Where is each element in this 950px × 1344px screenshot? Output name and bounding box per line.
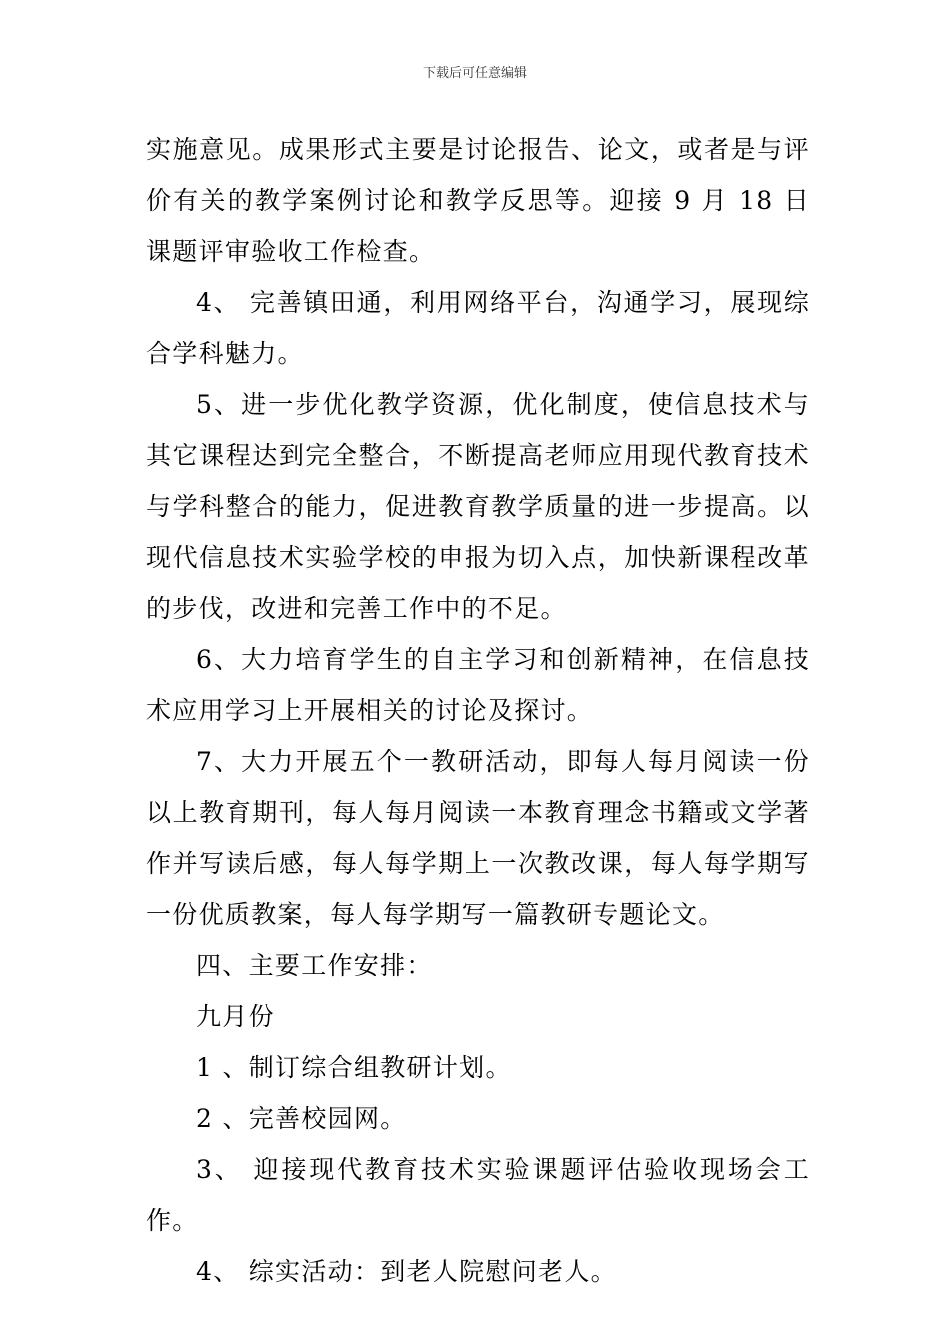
paragraph-implementation-opinion: 实施意见。成果形式主要是讨论报告、论文，或者是与评价有关的教学案例讨论和教学反思等。迎接 9 月 18 日课题评审验收工作检查。 — [146, 135, 810, 266]
section-heading-work-arrangement: 四、主要工作安排： — [196, 951, 433, 980]
page-header: 下载后可任意编辑 — [422, 66, 527, 81]
month-heading-september: 九月份 — [196, 1002, 275, 1031]
september-item-4: 4、 综实活动：到老人院慰问老人。 — [196, 1257, 617, 1286]
september-item-3: 3、 迎接现代教育技术实验课题评估验收现场会工作。 — [146, 1155, 810, 1235]
paragraph-item-5-resources: 5、进一步优化教学资源，优化制度，使信息技术与其它课程达到完全整合，不断提高老师应用现代教育技术与学科整合的能力，促进教育教学质量的进一步提高。以现代信息技术实验学校的申报为切入点，加快新课程改革的步伐，改进和完善工作中的不足。 — [146, 390, 810, 623]
paragraph-item-7-activities: 7、大力开展五个一教研活动，即每人每月阅读一份以上教育期刊，每人每月阅读一本教育理念书籍或文学著作并写读后感，每人每学期上一次教改课，每人每学期写一份优质教案，每人每学期写一篇教研专题论文。 — [146, 747, 810, 929]
document-body — [146, 124, 810, 1297]
paragraph-item-6-students: 6、大力培育学生的自主学习和创新精神，在信息技术应用学习上开展相关的讨论及探讨。 — [146, 645, 810, 725]
september-item-1: 1 、制订综合组教研计划。 — [196, 1053, 512, 1082]
paragraph-item-4-platform: 4、 完善镇田通，利用网络平台，沟通学习，展现综合学科魅力。 — [146, 288, 810, 368]
september-item-2: 2 、完善校园网。 — [196, 1104, 407, 1133]
